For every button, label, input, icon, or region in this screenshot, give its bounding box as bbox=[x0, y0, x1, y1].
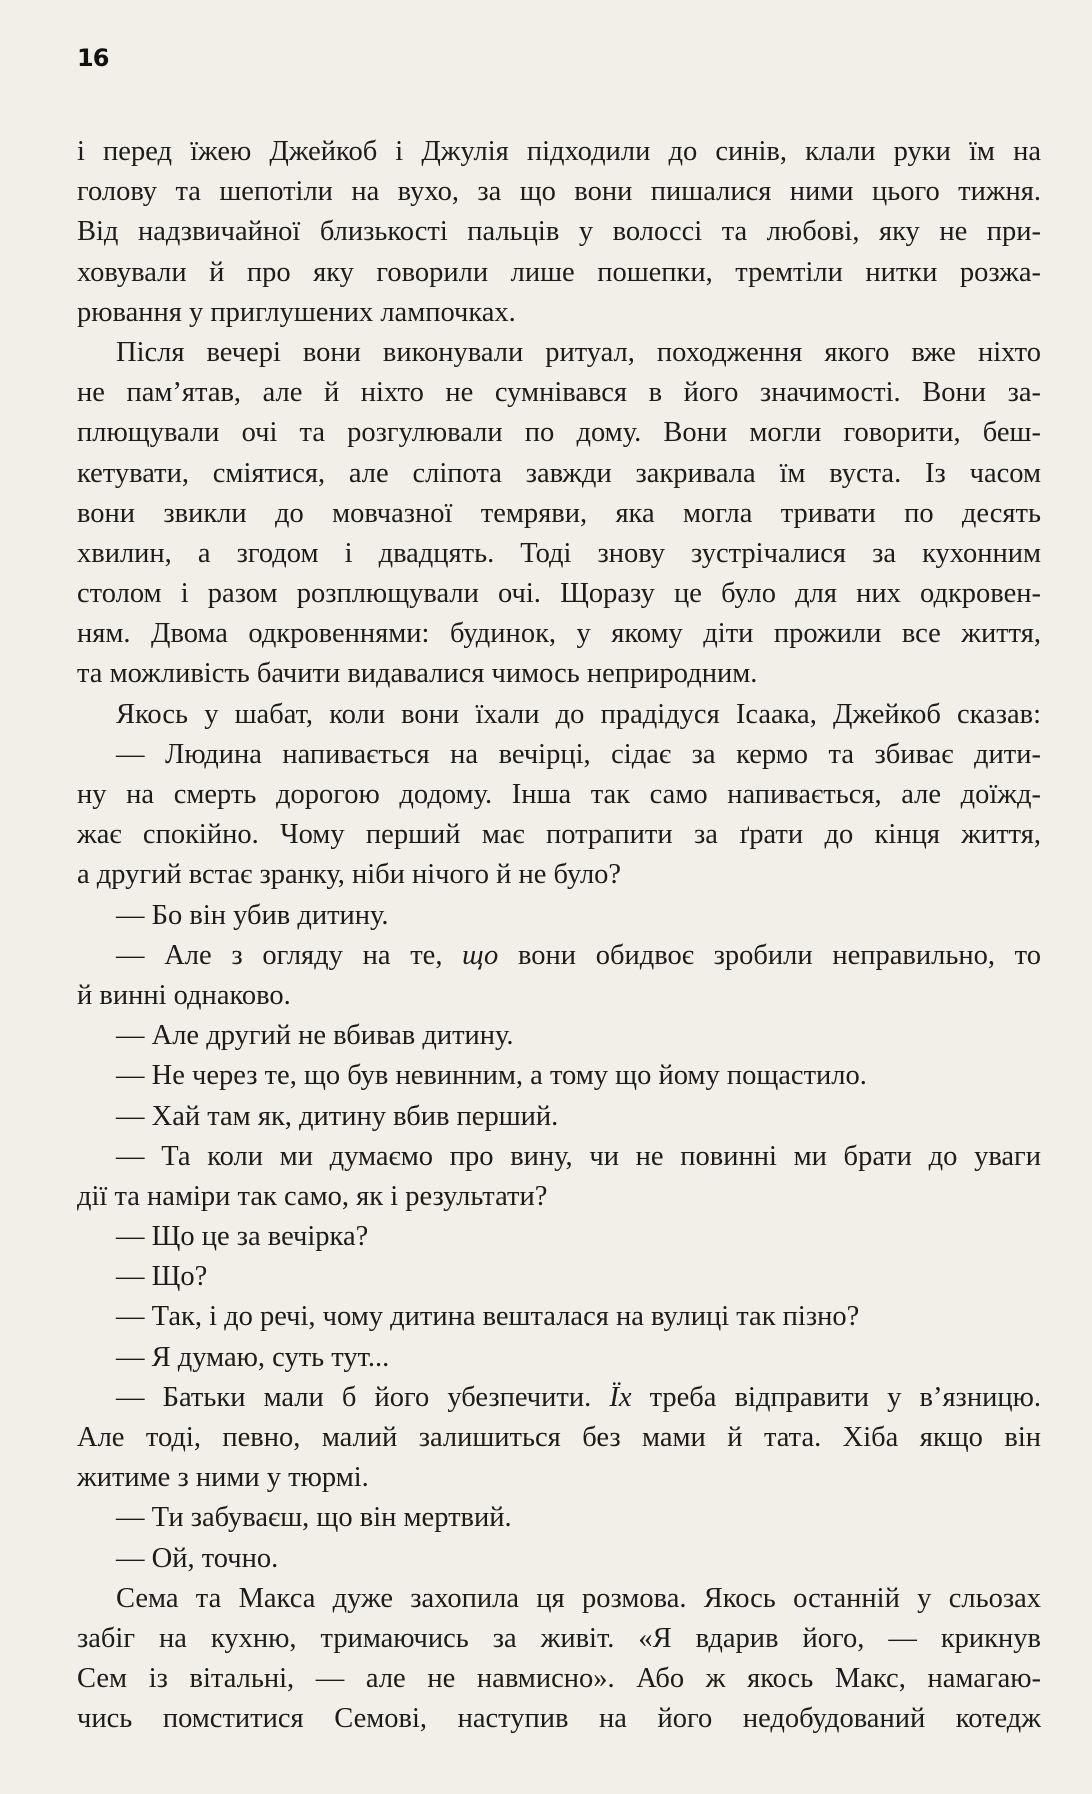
text-line: — Що це за вечірка? bbox=[116, 1221, 369, 1253]
text-segment: треба відправити у в’язницю. bbox=[631, 1381, 1041, 1413]
text-line: голову та шепотіли на вухо, за що вони пишалися ними цього тижня. bbox=[77, 176, 1041, 208]
text-line: житиме з ними у тюрмі. bbox=[77, 1462, 369, 1494]
text-line: ням. Двома одкровеннями: будинок, у якому діти прожили все життя, bbox=[77, 618, 1041, 650]
text-line: рювання у приглушених лампочках. bbox=[77, 296, 516, 328]
text-line: плющували очі та розгулювали по дому. Вони могли говорити, беш- bbox=[77, 417, 1041, 449]
text-segment: — Але з огляду на те, bbox=[116, 939, 463, 971]
text-line: Але тоді, певно, малий залишиться без мами й тата. Хіба якщо він bbox=[77, 1422, 1041, 1453]
text-line: столом і разом розплющували очі. Щоразу це було для них одкровен- bbox=[77, 578, 1041, 610]
text-line: — Та коли ми думаємо про вину, чи не повинні ми брати до уваги bbox=[116, 1140, 1041, 1172]
text-line: — Так, і до речі, чому дитина вешталася на вулиці так пізно? bbox=[116, 1301, 860, 1333]
text-line bbox=[77, 1378, 1041, 1418]
text-line: — Людина напивається на вечірці, сідає за кермо та збиває дити- bbox=[116, 738, 1041, 770]
text-line: забіг на кухню, тримаючись за живіт. «Я вдарив його, — крикнув bbox=[77, 1622, 1041, 1654]
text-line: дії та наміри так само, як і результати? bbox=[77, 1180, 548, 1212]
text-line: Після вечері вони виконували ритуал, походження якого вже ніхто bbox=[116, 336, 1041, 368]
body-text bbox=[77, 132, 1041, 1740]
text-line: — Не через те, що був невинним, а тому що йому пощастило. bbox=[116, 1060, 867, 1092]
text-line: — Що? bbox=[116, 1261, 208, 1293]
text-line bbox=[77, 936, 1041, 976]
text-line: ну на смерть дорогою додому. Інша так само напивається, але доїжд- bbox=[77, 779, 1041, 810]
text-line: й винні однаково. bbox=[77, 979, 291, 1011]
text-line: Якось у шабат, коли вони їхали до прадідуся Ісаака, Джейкоб сказав: bbox=[116, 698, 1041, 730]
text-line: — Ти забуваєш, що він мертвий. bbox=[116, 1502, 512, 1534]
text-segment: вони обидвоє зробили неправильно, то bbox=[498, 939, 1041, 971]
text-line: та можливість бачити видавалися чимось неприродним. bbox=[77, 658, 758, 690]
text-line: Сем із вітальні, — але не навмисно». Або ж якось Макс, намагаю- bbox=[77, 1663, 1041, 1695]
page-number: 16 bbox=[77, 44, 109, 72]
text-line: кетувати, сміятися, але сліпота завжди закривала їм вуста. Із часом bbox=[77, 457, 1041, 489]
italic-text: Їх bbox=[609, 1381, 632, 1413]
italic-text: що bbox=[462, 939, 499, 971]
text-segment: — Батьки мали б його убезпечити. bbox=[116, 1381, 610, 1413]
text-line: — Ой, точно. bbox=[116, 1542, 279, 1574]
text-line: ховували й про яку говорили лише пошепки, тремтіли нитки розжа- bbox=[77, 256, 1041, 288]
text-line: Сема та Макса дуже захопила ця розмова. Якось останній у сльозах bbox=[116, 1582, 1041, 1614]
text-line: і перед їжею Джейкоб і Джулія підходили до синів, клали руки їм на bbox=[77, 136, 1041, 167]
text-line: — Але другий не вбивав дитину. bbox=[116, 1020, 514, 1052]
text-line: Від надзвичайної близькості пальців у волоссі та любові, яку не при- bbox=[77, 216, 1041, 248]
text-line: — Бо він убив дитину. bbox=[116, 899, 389, 931]
text-line: хвилин, а згодом і двадцять. Тоді знову зустрічалися за кухонним bbox=[77, 537, 1041, 569]
text-line: а другий встає зранку, ніби нічого й не було? bbox=[77, 859, 622, 891]
text-line: жає спокійно. Чому перший має потрапити за ґрати до кінця життя, bbox=[77, 819, 1041, 851]
text-line: вони звикли до мовчазної темряви, яка могла тривати по десять bbox=[77, 497, 1041, 529]
text-line: чись помститися Семові, наступив на його недобудований котедж bbox=[77, 1703, 1041, 1735]
text-line: не пам’ятав, але й ніхто не сумнівався в його значимості. Вони за- bbox=[77, 377, 1041, 409]
text-line: — Хай там як, дитину вбив перший. bbox=[116, 1100, 559, 1132]
text-line: — Я думаю, суть тут... bbox=[116, 1341, 390, 1373]
